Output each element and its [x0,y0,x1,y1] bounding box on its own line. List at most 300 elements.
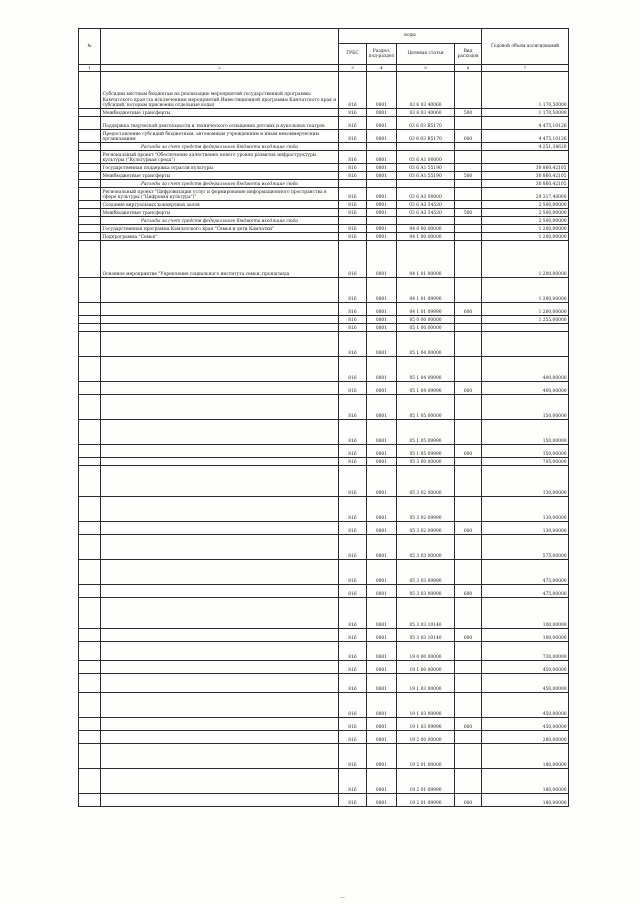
cell-grbs: 816 [339,642,367,661]
cell-grbs: 816 [339,693,367,718]
table-row [79,117,569,130]
cell-vr [455,458,482,466]
cell-grbs: 816 [339,445,367,458]
cell-amount: 2 500,00000 [482,217,569,225]
cell-grbs: 816 [339,497,367,522]
cell-section: 0801 [367,324,397,332]
cell-grbs: 816 [339,661,367,674]
cell-description [101,629,339,642]
cell-grbs: 816 [339,130,367,143]
cell-target [397,180,455,188]
cell-description: Подпрограмма "Семья" [101,233,339,241]
cell-target: 19 2 01 09990 [397,794,455,807]
cell-vr [455,661,482,674]
table-row [79,201,569,209]
cell-vr [455,201,482,209]
cell-amount: 150,00000 [482,395,569,420]
header-grbs: ГРБС [339,44,367,65]
cell-description [101,278,339,303]
cell-vr [455,332,482,357]
cell-target: 05 3 00 00000 [397,458,455,466]
table-row [79,164,569,172]
cell-section: 0801 [367,674,397,693]
cell-amount: 30 860,42105 [482,164,569,172]
cell-vr [455,560,482,585]
cell-grbs [339,180,367,188]
cell-amount: 1 170,50000 [482,72,569,109]
cell-section: 0801 [367,744,397,769]
cell-vr [455,744,482,769]
cell-num [79,316,101,324]
cell-grbs: 816 [339,209,367,217]
cell-amount: 475,00000 [482,585,569,598]
table-row [79,172,569,180]
cell-vr [455,164,482,172]
cell-vr [455,117,482,130]
cell-section: 0801 [367,420,397,445]
cell-amount: 450,00000 [482,674,569,693]
cell-num [79,117,101,130]
cell-target: 05 1 05 00000 [397,395,455,420]
cell-section: 0801 [367,629,397,642]
cell-target: 03 6 A3 00000 [397,188,455,201]
cell-section: 0801 [367,497,397,522]
cell-target: 05 3 03 09990 [397,585,455,598]
cell-section [367,180,397,188]
cell-num [79,72,101,109]
table-row [79,731,569,744]
cell-description: Субсидии местным бюджетам на реализацию мероприятий государственной программы Камчатского края (за исключением мероприятий Инвестиционной программы Камчатского края и субсидий, которым присвоены отдельные коды) [101,72,339,109]
cell-grbs: 816 [339,164,367,172]
cell-num [79,217,101,225]
cell-num [79,458,101,466]
cell-target: 19 2 01 00000 [397,744,455,769]
table-row [79,674,569,693]
cell-target: 05 0 00 00000 [397,316,455,324]
cell-target: 05 1 04 09990 [397,382,455,395]
cell-description [101,382,339,395]
table-row [79,629,569,642]
cell-vr: 600 [455,130,482,143]
table-row [79,324,569,332]
cell-grbs: 816 [339,278,367,303]
cell-target [397,143,455,151]
cell-description: Предоставление субсидий бюджетным, автономным учреждениям и иным некоммерческим организациям [101,130,339,143]
cell-amount: 100,00000 [482,629,569,642]
cell-target: 05 3 02 09990 [397,497,455,522]
cell-target: 05 1 00 00000 [397,324,455,332]
cell-section [367,217,397,225]
cell-num [79,535,101,560]
cell-num [79,209,101,217]
cell-target: 04 1 01 09990 [397,278,455,303]
cell-description [101,522,339,535]
budget-table [78,28,569,807]
cell-vr [455,357,482,382]
cell-num [79,674,101,693]
cell-section: 0801 [367,598,397,629]
cell-vr [455,188,482,201]
cell-target: 03 6 A1 55190 [397,172,455,180]
cell-num [79,109,101,117]
cell-description [101,642,339,661]
table-body [79,72,569,807]
cell-amount: 4 475,10126 [482,130,569,143]
cell-amount: 575,00000 [482,535,569,560]
cell-num [79,598,101,629]
cell-target: 05 3 03 00000 [397,535,455,560]
cell-section: 0801 [367,466,397,497]
cell-grbs: 816 [339,731,367,744]
cell-section: 0801 [367,382,397,395]
cell-grbs: 816 [339,466,367,497]
cell-num [79,642,101,661]
cell-num [79,560,101,585]
cell-section: 0801 [367,535,397,560]
cell-target: 05 1 05 09990 [397,445,455,458]
header-codes-group: коды [339,29,482,44]
cell-vr: 600 [455,585,482,598]
cell-description [101,794,339,807]
cell-grbs: 816 [339,316,367,324]
cell-target: 19 2 01 09990 [397,769,455,794]
cell-vr: 500 [455,209,482,217]
cell-section: 0801 [367,560,397,585]
cell-vr [455,217,482,225]
cell-grbs: 816 [339,629,367,642]
cell-description [101,395,339,420]
cell-section: 0801 [367,661,397,674]
cell-vr: 500 [455,109,482,117]
cell-num [79,233,101,241]
cell-num [79,357,101,382]
cell-section: 0801 [367,642,397,661]
cell-description [101,585,339,598]
cell-section: 0801 [367,522,397,535]
cell-vr [455,693,482,718]
table-row [79,278,569,303]
table-row [79,718,569,731]
cell-grbs: 816 [339,109,367,117]
table-row [79,769,569,794]
cell-section: 0801 [367,164,397,172]
cell-target: 05 1 04 00000 [397,332,455,357]
cell-amount: 475,00000 [482,560,569,585]
table-row [79,382,569,395]
cell-vr [455,241,482,278]
cell-amount: 1 200,00000 [482,225,569,233]
table-row [79,445,569,458]
cell-amount: 705,00000 [482,458,569,466]
cell-grbs: 816 [339,233,367,241]
cell-amount [482,332,569,357]
cell-target: 04 1 01 00000 [397,241,455,278]
cell-description [101,445,339,458]
cell-target: 03 6 A1 00000 [397,151,455,164]
cell-vr: 600 [455,718,482,731]
header-colnum: 1 [79,65,101,72]
cell-amount [482,324,569,332]
cell-grbs: 816 [339,117,367,130]
table-row [79,642,569,661]
cell-num [79,395,101,420]
cell-vr: 500 [455,172,482,180]
cell-description [101,324,339,332]
table-row [79,744,569,769]
cell-description [101,303,339,316]
cell-target: 03 6 03 40060 [397,72,455,109]
cell-description: Расходы за счет средств федерального бюджета входящие сюда [101,180,339,188]
cell-target: 19 2 00 00000 [397,731,455,744]
cell-grbs: 816 [339,522,367,535]
cell-vr [455,769,482,794]
cell-section: 0801 [367,188,397,201]
cell-num [79,151,101,164]
cell-description [101,458,339,466]
cell-target: 19 0 00 00000 [397,642,455,661]
cell-section: 0801 [367,172,397,180]
table-row [79,225,569,233]
header-amount: Годовой объем ассигнований [482,29,569,65]
cell-grbs: 816 [339,598,367,629]
cell-grbs: 816 [339,151,367,164]
table-row [79,661,569,674]
cell-amount: 400,00000 [482,357,569,382]
table-row [79,794,569,807]
cell-vr [455,151,482,164]
table-row [79,180,569,188]
cell-vr [455,420,482,445]
cell-amount: 2 500,00000 [482,209,569,217]
header-target: Целевая статья [397,44,455,65]
header-vr: Вид расходов [455,44,482,65]
cell-section: 0801 [367,718,397,731]
cell-description [101,598,339,629]
cell-num [79,794,101,807]
cell-grbs: 816 [339,172,367,180]
cell-description [101,332,339,357]
cell-vr [455,316,482,324]
cell-section: 0801 [367,303,397,316]
cell-grbs: 816 [339,72,367,109]
cell-amount: 400,00000 [482,382,569,395]
cell-num [79,420,101,445]
header-colnum: 4 [367,65,397,72]
cell-amount: 450,00000 [482,718,569,731]
table-row [79,357,569,382]
cell-grbs: 816 [339,674,367,693]
table-row [79,241,569,278]
cell-amount: 450,00000 [482,693,569,718]
table-row [79,466,569,497]
cell-target: 04 1 01 09990 [397,303,455,316]
cell-grbs: 816 [339,395,367,420]
cell-section: 0801 [367,585,397,598]
cell-section: 0801 [367,241,397,278]
cell-amount: 150,00000 [482,420,569,445]
table-row [79,497,569,522]
cell-description [101,560,339,585]
cell-vr [455,466,482,497]
cell-description: Государственная программа Камчатского края "Семья и дети Камчатки" [101,225,339,233]
cell-amount: 280,00000 [482,731,569,744]
cell-section: 0801 [367,72,397,109]
table-row [79,217,569,225]
cell-description: Межбюджетные трансферты [101,172,339,180]
cell-description: Расходы за счет средств федерального бюджета входящие сюда [101,143,339,151]
cell-section: 0801 [367,278,397,303]
cell-grbs: 816 [339,225,367,233]
header-colnum: 3 [339,65,367,72]
cell-section: 0801 [367,151,397,164]
cell-grbs: 816 [339,332,367,357]
cell-num [79,744,101,769]
table-row [79,72,569,109]
cell-target: 05 3 03 10140 [397,598,455,629]
table-row [79,522,569,535]
cell-amount: 1 255,00000 [482,316,569,324]
cell-description: Государственная поддержка отрасли культуры [101,164,339,172]
table-row [79,233,569,241]
cell-amount: 130,00000 [482,497,569,522]
cell-description [101,731,339,744]
cell-grbs: 816 [339,560,367,585]
table-row [79,420,569,445]
cell-grbs [339,143,367,151]
cell-description: Создание виртуальных концертных залов [101,201,339,209]
cell-amount [482,151,569,164]
cell-amount: 180,00000 [482,744,569,769]
cell-target: 04 1 00 00000 [397,233,455,241]
cell-description: Поддержка творческой деятельности и технического оснащения детских и кукольных театров [101,117,339,130]
header-colnum: 2 [101,65,339,72]
table-row [79,303,569,316]
cell-section: 0801 [367,357,397,382]
cell-num [79,629,101,642]
table-row [79,598,569,629]
cell-amount: 100,00000 [482,598,569,629]
cell-target: 19 1 00 00000 [397,661,455,674]
cell-section: 0801 [367,201,397,209]
cell-vr: 600 [455,794,482,807]
cell-description [101,718,339,731]
cell-vr [455,233,482,241]
cell-num [79,445,101,458]
cell-num [79,382,101,395]
cell-description: Региональный проект "Цифровизация услуг и формирование информационного пространства в сфере культуры ("Цифровая культура")" [101,188,339,201]
cell-grbs: 816 [339,535,367,560]
cell-amount: 4 475,10126 [482,117,569,130]
cell-description: Основное мероприятие "Укрепление социального института семьи, пропаганда [101,241,339,278]
cell-section: 0801 [367,109,397,117]
cell-num [79,180,101,188]
cell-description: Межбюджетные трансферты [101,109,339,117]
cell-target: 05 3 03 09990 [397,560,455,585]
cell-description [101,661,339,674]
cell-amount: 1 200,00000 [482,233,569,241]
cell-target: 05 1 04 09990 [397,357,455,382]
cell-amount: 180,00000 [482,769,569,794]
table-row [79,209,569,217]
cell-grbs: 816 [339,458,367,466]
cell-amount: 1 170,50000 [482,109,569,117]
cell-section: 0801 [367,458,397,466]
cell-amount: 130,00000 [482,466,569,497]
cell-amount: 29 317,40000 [482,188,569,201]
cell-num [79,522,101,535]
cell-grbs: 816 [339,794,367,807]
cell-amount: 180,00000 [482,794,569,807]
cell-vr [455,535,482,560]
cell-section: 0801 [367,731,397,744]
cell-vr: 600 [455,382,482,395]
table-row [79,316,569,324]
cell-amount: 30 860,42105 [482,172,569,180]
table-header [79,29,569,72]
cell-num [79,497,101,522]
header-num: № [79,29,101,65]
cell-num [79,130,101,143]
cell-num [79,466,101,497]
cell-description: Расходы за счет средств федерального бюджета входящие сюда [101,217,339,225]
cell-section: 0801 [367,316,397,324]
cell-grbs: 816 [339,420,367,445]
cell-num [79,303,101,316]
cell-num [79,143,101,151]
cell-amount: 4 251,34620 [482,143,569,151]
cell-description [101,420,339,445]
table-row [79,585,569,598]
cell-grbs: 816 [339,744,367,769]
cell-num [79,769,101,794]
cell-vr [455,278,482,303]
cell-section: 0801 [367,233,397,241]
cell-description [101,316,339,324]
cell-description: Межбюджетные трансферты [101,209,339,217]
cell-target: 03 6 A1 55190 [397,164,455,172]
cell-num [79,693,101,718]
table-row [79,560,569,585]
cell-num [79,661,101,674]
cell-grbs: 816 [339,241,367,278]
table-row [79,395,569,420]
table-row [79,188,569,201]
cell-grbs: 816 [339,357,367,382]
cell-target [397,217,455,225]
cell-description [101,744,339,769]
cell-description: Региональный проект "Обеспечение качественно нового уровня развития инфраструктуры культуры ("Культурная среда") [101,151,339,164]
cell-target: 05 3 03 10140 [397,629,455,642]
cell-grbs: 816 [339,324,367,332]
cell-amount: 1 200,00000 [482,278,569,303]
cell-grbs: 816 [339,585,367,598]
header-colnum: 5 [397,65,455,72]
cell-amount: 150,00000 [482,445,569,458]
cell-description [101,466,339,497]
cell-vr [455,598,482,629]
cell-vr: 600 [455,303,482,316]
cell-num [79,585,101,598]
table-row [79,109,569,117]
cell-description [101,674,339,693]
cell-grbs: 816 [339,303,367,316]
budget-sheet [78,28,568,807]
cell-vr [455,225,482,233]
cell-section: 0801 [367,332,397,357]
page-footer-mark: — [340,895,345,901]
cell-section: 0801 [367,117,397,130]
cell-vr [455,674,482,693]
